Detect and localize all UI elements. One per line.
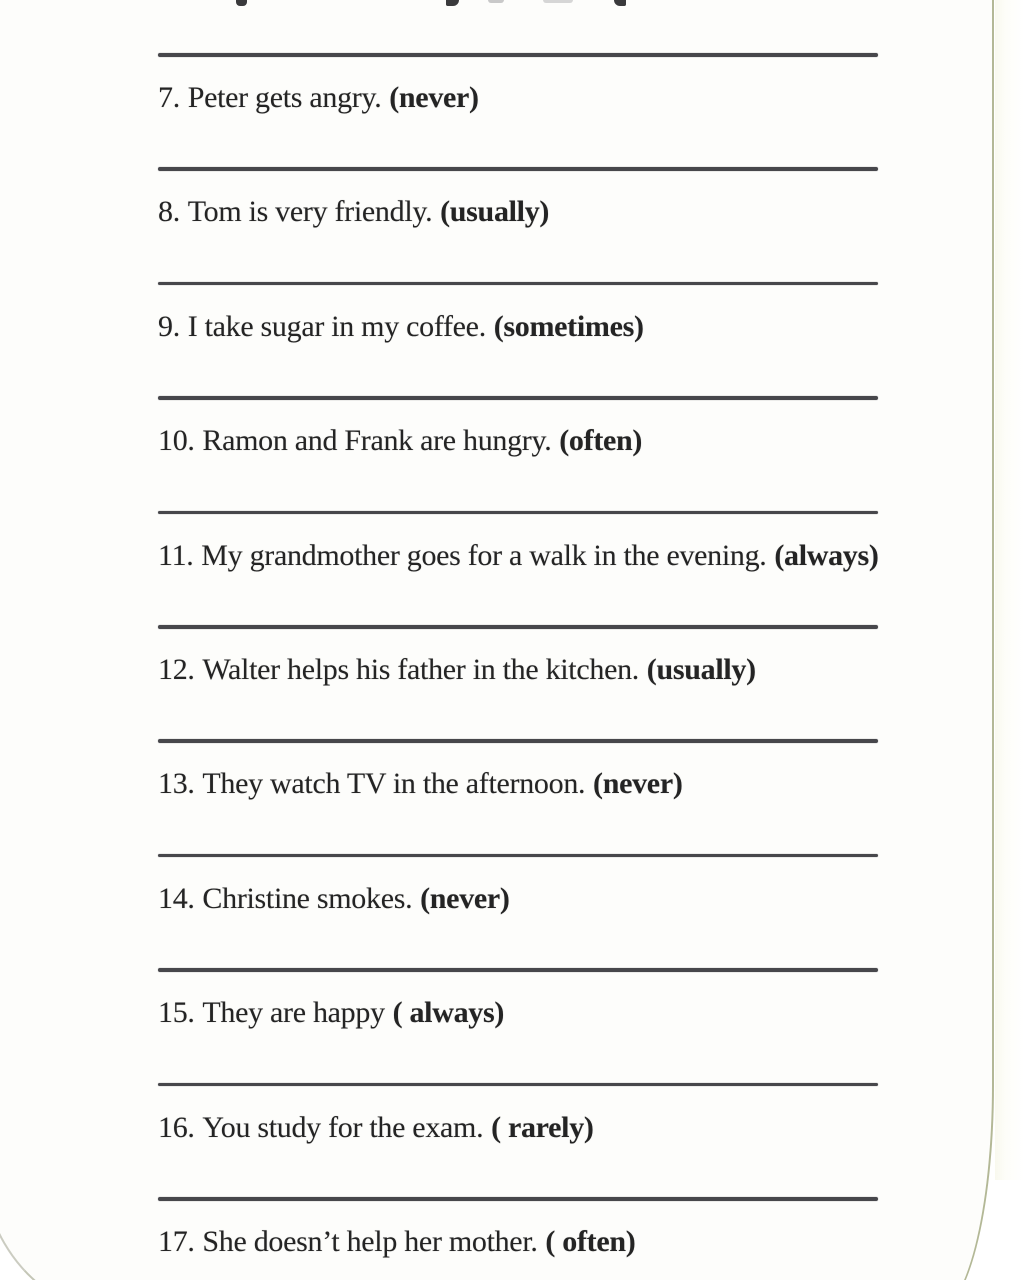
item-adverb: (never) (420, 881, 510, 915)
exercise-sentence-line (158, 309, 994, 345)
exercise-sentence-line (158, 423, 994, 459)
item-adverb: (never) (593, 767, 683, 801)
item-adverb: (usually) (440, 195, 550, 229)
exercise-item (0, 1197, 1024, 1280)
item-adverb: ( rarely) (491, 1110, 594, 1144)
item-sentence: Peter gets angry. (187, 81, 382, 114)
exercise-sentence-line (158, 652, 994, 688)
item-number: 13. (158, 767, 195, 801)
item-number: 7. (158, 81, 180, 114)
answer-blank-line (158, 625, 878, 629)
exercise-sentence-line (158, 1224, 994, 1260)
item-adverb: ( often) (545, 1225, 636, 1258)
exercise-sentence-line (158, 194, 994, 230)
exercise-item (0, 511, 1024, 625)
item-number: 14. (158, 881, 195, 915)
answer-blank-line (158, 396, 878, 400)
answer-blank-line (158, 167, 878, 171)
item-adverb: ( always) (392, 996, 505, 1030)
exercise-item (0, 1083, 1024, 1197)
item-adverb: (often) (559, 424, 643, 458)
answer-blank-line (158, 53, 878, 57)
item-sentence: They watch TV in the afternoon. (202, 767, 586, 801)
exercise-item (0, 968, 1024, 1082)
item-number: 16. (158, 1110, 195, 1144)
exercise-sentence-line (158, 766, 994, 802)
item-sentence: Tom is very friendly. (187, 195, 433, 229)
exercise-item (0, 282, 1024, 396)
item-sentence: Walter helps his father in the kitchen. (202, 653, 639, 686)
item-number: 8. (158, 195, 180, 229)
answer-blank-line (158, 282, 878, 286)
item-adverb: (never) (389, 81, 479, 114)
item-adverb: (usually) (646, 653, 756, 686)
exercise-sentence-line (158, 538, 994, 574)
exercise-item (0, 53, 1024, 167)
exercise-item (0, 739, 1024, 853)
exercise-sentence-line (158, 995, 994, 1031)
answer-blank-line (158, 739, 878, 743)
item-sentence: My grandmother goes for a walk in the evening. (201, 538, 767, 572)
item-sentence: You study for the exam. (202, 1110, 484, 1144)
item-sentence: Christine smokes. (202, 881, 413, 915)
item-number: 15. (158, 996, 195, 1030)
item-adverb: (always) (774, 538, 879, 572)
item-number: 17. (158, 1225, 195, 1258)
exercise-item (0, 854, 1024, 968)
answer-blank-line (158, 854, 878, 858)
item-sentence: Ramon and Frank are hungry. (202, 424, 552, 458)
item-sentence: She doesn’t help her mother. (202, 1225, 538, 1258)
item-number: 12. (158, 653, 195, 686)
answer-blank-line (158, 968, 878, 972)
item-sentence: They are happy (202, 996, 385, 1030)
answer-blank-line (158, 1197, 878, 1201)
exercise-sentence-line (158, 1110, 994, 1146)
answer-blank-line (158, 511, 878, 515)
exercise-item (0, 625, 1024, 739)
answer-blank-line (158, 1083, 878, 1087)
item-number: 10. (158, 424, 195, 458)
exercise-sentence-line (158, 80, 994, 116)
exercise-sentence-line (158, 881, 994, 917)
item-number: 9. (158, 309, 180, 343)
item-number: 11. (158, 538, 194, 572)
exercise-item (0, 167, 1024, 281)
item-sentence: I take sugar in my coffee. (187, 309, 486, 343)
item-adverb: (sometimes) (493, 309, 644, 343)
exercise-item (0, 396, 1024, 510)
